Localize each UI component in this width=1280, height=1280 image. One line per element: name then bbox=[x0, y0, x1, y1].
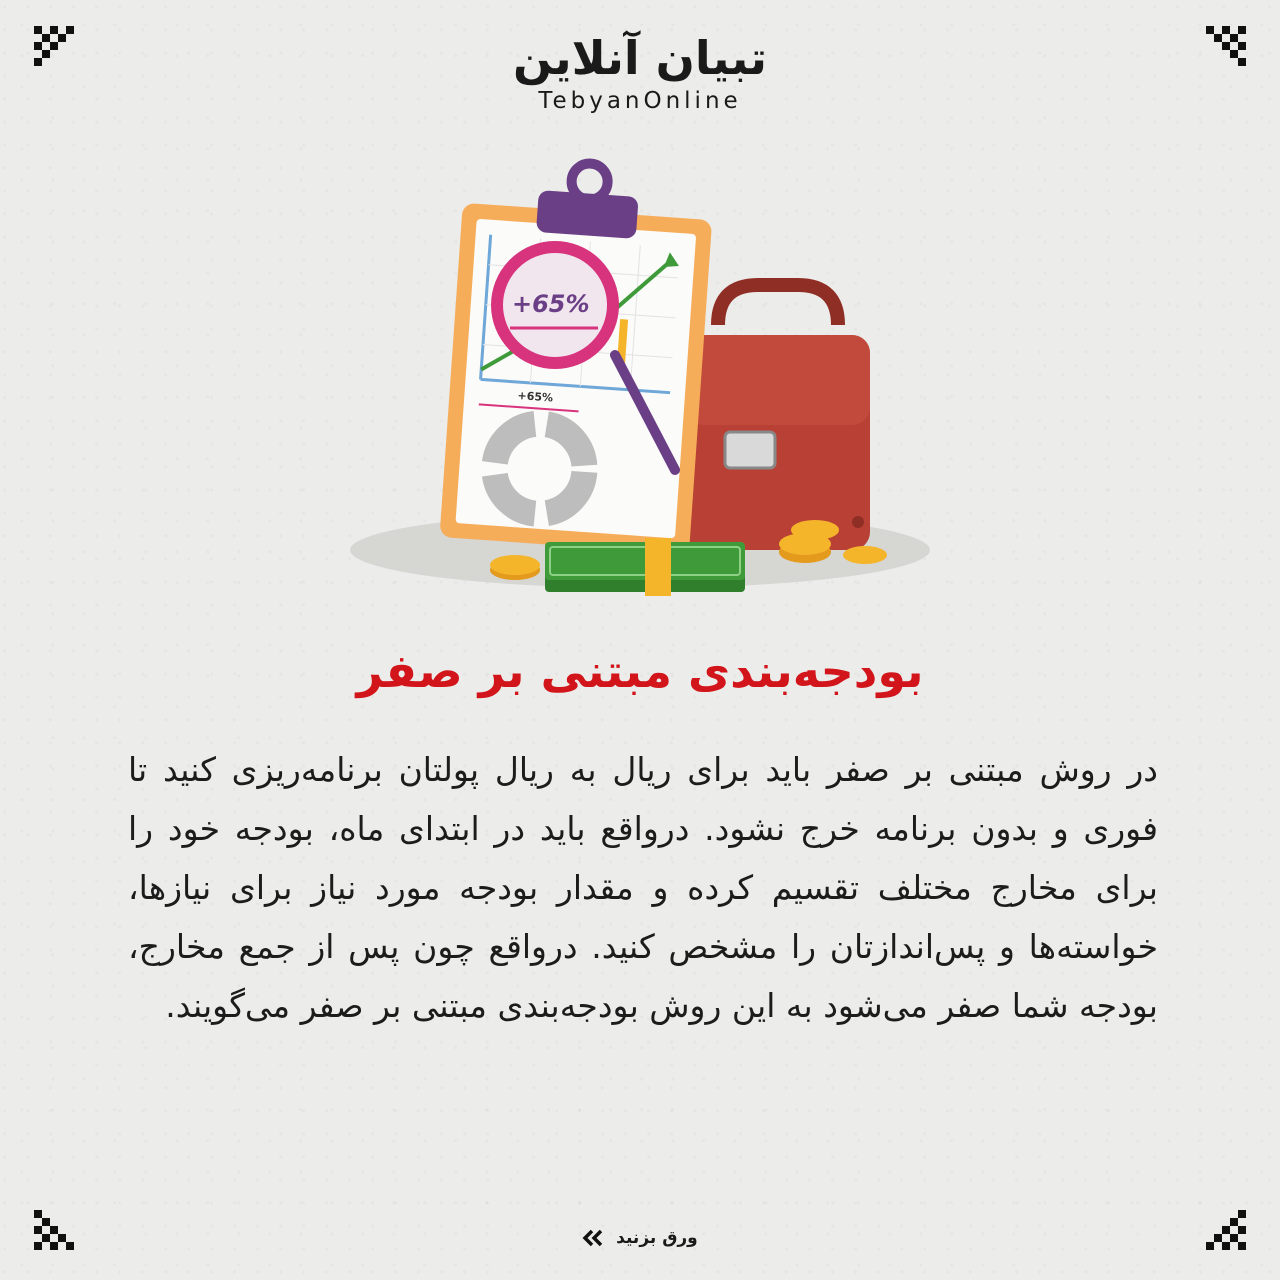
money-stack-icon bbox=[545, 538, 745, 596]
briefcase-icon bbox=[685, 285, 870, 550]
page-title: بودجه‌بندی مبتنی بر صفر bbox=[356, 644, 924, 698]
chart-label: +65% bbox=[517, 389, 554, 405]
brand-name-en: TebyanOnline bbox=[538, 88, 742, 114]
body-paragraph: در روش مبتنی بر صفر باید برای ریال به ریال پولتان برنامه‌ریزی کنید تا فوری و بدون برنامه خرج نشود. درواقع باید در ابتدای ماه، بودجه خود را برای مخارج مختلف تقسیم کرده و مقدار بودجه مورد نیاز برای نیازها، خواسته‌ها و پس‌اندازتان را مشخص کنید. درواقع چون پس از جمع مخارج، بودجه شما صفر می‌شود به این روش بودجه‌بندی مبتنی بر صفر می‌گویند. bbox=[128, 750, 1158, 1025]
chart-badge: +65% bbox=[512, 290, 590, 318]
budget-illustration bbox=[340, 140, 940, 610]
double-chevron-left-icon bbox=[582, 1229, 604, 1247]
swipe-hint[interactable] bbox=[0, 1228, 1280, 1248]
brand-name-fa: تبیان آنلاین bbox=[512, 31, 767, 85]
brand-logo bbox=[0, 30, 1280, 114]
swipe-label: ورق بزنید bbox=[616, 1228, 698, 1248]
